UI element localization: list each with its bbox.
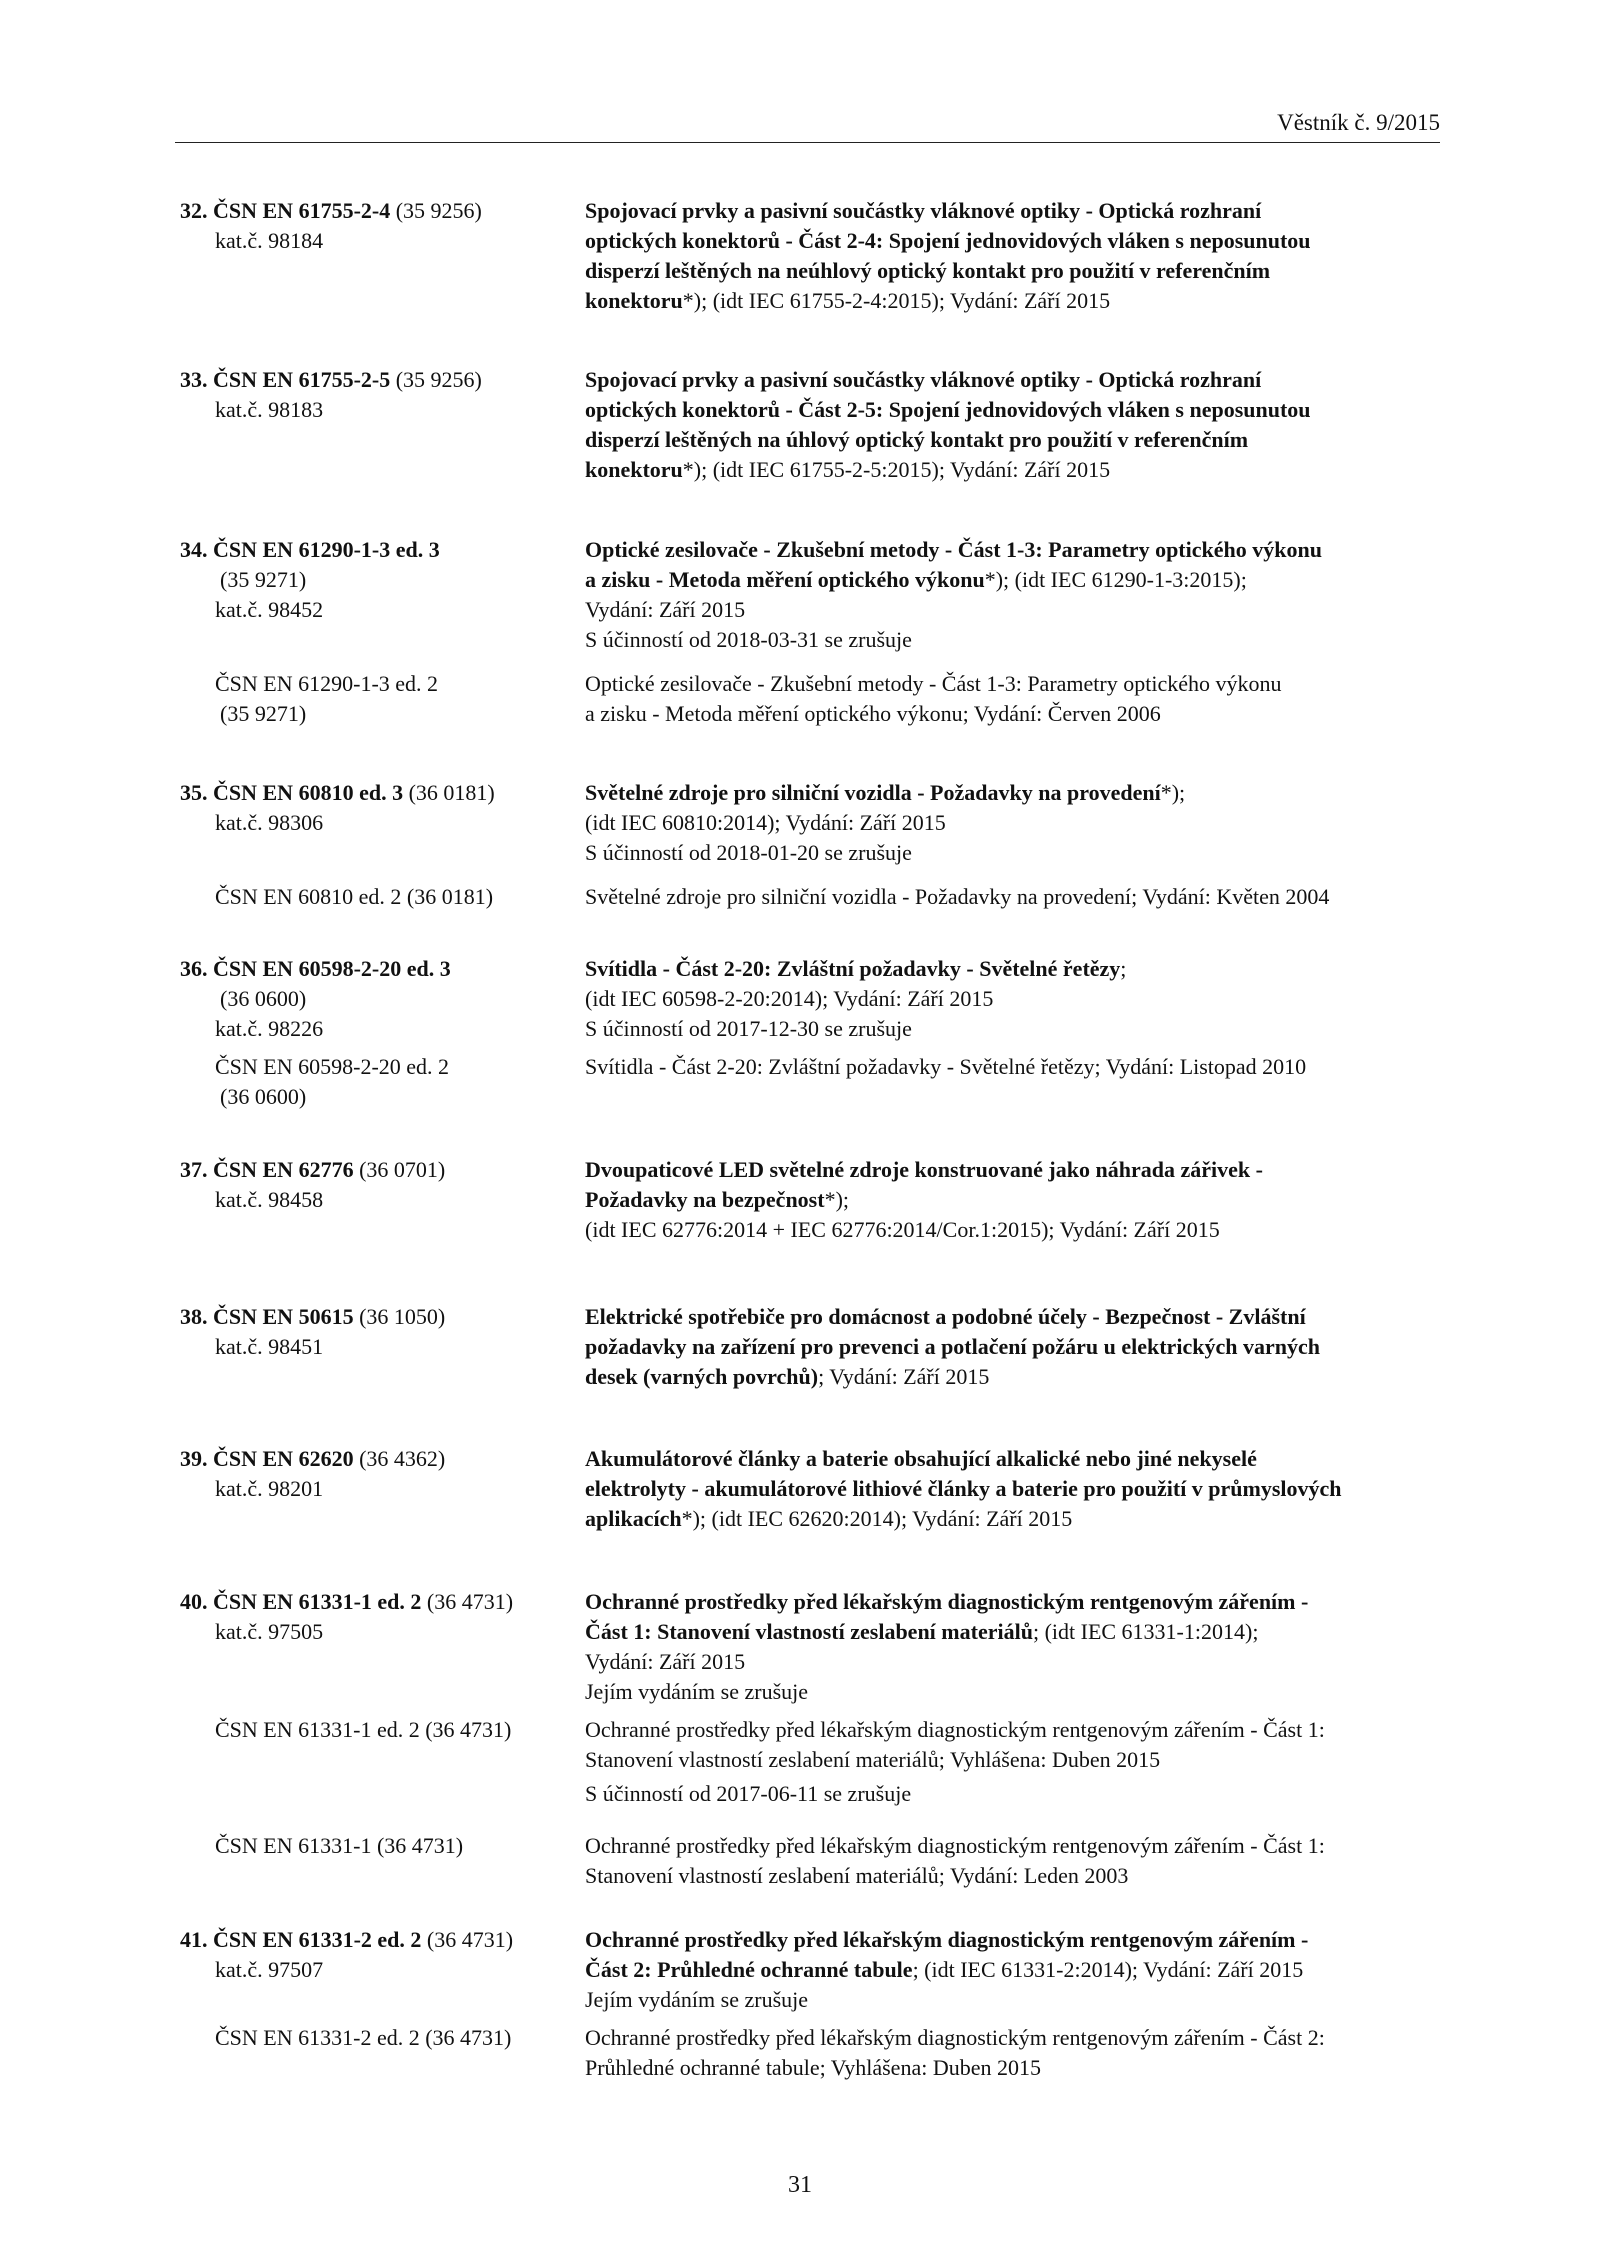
catalog-number: kat.č. 97507: [215, 1957, 324, 1982]
standard-entry: [180, 1925, 1440, 2083]
effect-note: S účinností od 2017-06-11 se zrušuje: [585, 1781, 912, 1806]
entry-number: 37.: [180, 1157, 208, 1182]
superseded-title: Ochranné prostředky před lékařským diagnostickým rentgenovým zářením - Část 1: Stanovení vlastností zeslabení materiálů; Vydání: Leden 2003: [585, 1833, 1325, 1888]
standard-code: ČSN EN 61755-2-4: [213, 198, 391, 223]
standard-entry: [180, 1587, 1440, 1891]
superseded-title: Světelné zdroje pro silniční vozidla - Požadavky na provedení; Vydání: Květen 2004: [585, 884, 1330, 909]
superseded-code: ČSN EN 61290-1-3 ed. 2: [215, 671, 439, 696]
superseded-classification: (35 9271): [220, 701, 307, 726]
entry-number: 39.: [180, 1446, 208, 1471]
classification-code: (36 0181): [408, 780, 495, 805]
standard-entry: [180, 535, 1440, 729]
standard-code: ČSN EN 61331-2 ed. 2: [213, 1927, 422, 1952]
entry-number: 32.: [180, 198, 208, 223]
standard-title: Optické zesilovače - Zkušební metody - Část 1-3: Parametry optického výkonu a zisku - Metoda měření optického výkonu*); (idt IEC 61290-1-3:2015); Vydání: Září 2015 S účinností od 2018-03-31 se zrušuje: [585, 535, 1440, 655]
standard-title: Dvoupaticové LED světelné zdroje konstruované jako náhrada zářivek - Požadavky na bezpečnost*); (idt IEC 62776:2014 + IEC 62776:2014/Cor.1:2015); Vydání: Září 2015: [585, 1157, 1263, 1242]
superseded-code: ČSN EN 60810 ed. 2 (36 0181): [215, 884, 494, 909]
superseded-code: ČSN EN 61331-1 ed. 2 (36 4731): [215, 1717, 512, 1742]
entry-number: 34.: [180, 537, 208, 562]
entry-number: 35.: [180, 780, 208, 805]
catalog-number: kat.č. 98458: [215, 1187, 324, 1212]
standard-entry: [180, 1302, 1440, 1392]
page-header: [175, 108, 1440, 143]
superseded-classification: (36 0600): [220, 1084, 307, 1109]
superseded-code: ČSN EN 60598-2-20 ed. 2: [215, 1054, 450, 1079]
entry-number: 40.: [180, 1589, 208, 1614]
standard-code: ČSN EN 61755-2-5: [213, 367, 391, 392]
standard-title: Ochranné prostředky před lékařským diagnostickým rentgenovým zářením - Část 1: Stanovení vlastností zeslabení materiálů; (idt IEC 61331-1:2014); Vydání: Září 2015 Jejím vydáním se zrušuje: [585, 1587, 1440, 1707]
standard-code: ČSN EN 50615: [213, 1304, 354, 1329]
superseded-code: ČSN EN 61331-1 (36 4731): [215, 1833, 464, 1858]
standard-title: Spojovací prvky a pasivní součástky vláknové optiky - Optická rozhraní optických konektorů - Část 2-4: Spojení jednovidových vláken s neposunutou disperzí leštěných na neúhlový optický kontakt pro použití v referenčním konektoru*); (idt IEC 61755-2-4:2015); Vydání: Září 2015: [585, 198, 1311, 313]
superseded-title: Svítidla - Část 2-20: Zvláštní požadavky - Světelné řetězy; Vydání: Listopad 2010: [585, 1054, 1307, 1079]
catalog-number: kat.č. 98184: [215, 228, 324, 253]
standard-code: ČSN EN 61290-1-3 ed. 3: [213, 537, 440, 562]
classification-code: (35 9256): [395, 198, 482, 223]
issue-date: Vydání: Září 2015: [585, 597, 746, 622]
standard-title: Akumulátorové články a baterie obsahující alkalické nebo jiné nekyselé elektrolyty - akumulátorové lithiové články a baterie pro použití v průmyslových aplikacích*); (idt IEC 62620:2014); Vydání: Září 2015: [585, 1446, 1342, 1531]
entry-number: 33.: [180, 367, 208, 392]
standard-title: Elektrické spotřebiče pro domácnost a podobné účely - Bezpečnost - Zvláštní požadavky na zařízení pro prevenci a potlačení požáru u elektrických varných desek (varných povrchů); Vydání: Září 2015: [585, 1304, 1320, 1389]
page-footer: [0, 2170, 1600, 2200]
standard-entry: [180, 1155, 1440, 1245]
catalog-number: kat.č. 98306: [215, 810, 324, 835]
standard-entry: [180, 1444, 1440, 1534]
catalog-number: kat.č. 98226: [215, 1016, 324, 1041]
effect-note: S účinností od 2017-12-30 se zrušuje: [585, 1016, 912, 1041]
classification-code: (36 0701): [359, 1157, 446, 1182]
standard-title: Ochranné prostředky před lékařským diagnostickým rentgenovým zářením - Část 2: Průhledné ochranné tabule; (idt IEC 61331-2:2014); Vydání: Září 2015 Jejím vydáním se zrušuje: [585, 1925, 1440, 2015]
classification-code: (36 4362): [359, 1446, 446, 1471]
effect-note: S účinností od 2018-01-20 se zrušuje: [585, 840, 912, 865]
catalog-number: kat.č. 97505: [215, 1619, 324, 1644]
catalog-number: kat.č. 98183: [215, 397, 324, 422]
effect-note: S účinností od 2018-03-31 se zrušuje: [585, 627, 912, 652]
standard-title: Svítidla - Část 2-20: Zvláštní požadavky - Světelné řetězy; (idt IEC 60598-2-20:2014); Vydání: Září 2015 S účinností od 2017-12-30 se zrušuje: [585, 954, 1440, 1044]
page-number: 31: [788, 2172, 812, 2198]
standard-code: ČSN EN 61331-1 ed. 2: [213, 1589, 422, 1614]
classification-code: (36 4731): [426, 1589, 514, 1614]
entry-number: 38.: [180, 1304, 208, 1329]
standard-code: ČSN EN 62776: [213, 1157, 354, 1182]
standard-entry: [180, 778, 1440, 912]
classification-code: (36 0600): [220, 986, 307, 1011]
superseded-title: Ochranné prostředky před lékařským diagnostickým rentgenovým zářením - Část 1: Stanovení vlastností zeslabení materiálů; Vyhlášena: Duben 2015 S účinností od 2017-06-11 se zrušuje: [585, 1715, 1440, 1809]
catalog-number: kat.č. 98201: [215, 1476, 324, 1501]
standard-code: ČSN EN 60810 ed. 3: [213, 780, 404, 805]
entry-number: 41.: [180, 1927, 208, 1952]
classification-code: (36 1050): [359, 1304, 446, 1329]
standard-code: ČSN EN 62620: [213, 1446, 354, 1471]
standard-title: Světelné zdroje pro silniční vozidla - Požadavky na provedení*); (idt IEC 60810:2014); Vydání: Září 2015 S účinností od 2018-01-20 se zrušuje: [585, 778, 1440, 868]
standard-entry: [180, 954, 1440, 1112]
standard-entry: [180, 196, 1440, 316]
bulletin-title: Věstník č. 9/2015: [1277, 110, 1440, 135]
catalog-number: kat.č. 98452: [215, 597, 324, 622]
classification-code: (36 4731): [426, 1927, 514, 1952]
superseded-title: Optické zesilovače - Zkušební metody - Část 1-3: Parametry optického výkonu a zisku - Metoda měření optického výkonu; Vydání: Červen 2006: [585, 671, 1282, 726]
superseded-code: ČSN EN 61331-2 ed. 2 (36 4731): [215, 2025, 512, 2050]
effect-note: Jejím vydáním se zrušuje: [585, 1679, 809, 1704]
standard-entry: [180, 365, 1440, 485]
effect-note: Jejím vydáním se zrušuje: [585, 1987, 809, 2012]
entry-number: 36.: [180, 956, 208, 981]
classification-code: (35 9256): [395, 367, 482, 392]
standard-title: Spojovací prvky a pasivní součástky vláknové optiky - Optická rozhraní optických konektorů - Část 2-5: Spojení jednovidových vláken s neposunutou disperzí leštěných na úhlový optický kontakt pro použití v referenčním konektoru*); (idt IEC 61755-2-5:2015); Vydání: Září 2015: [585, 367, 1311, 482]
catalog-number: kat.č. 98451: [215, 1334, 324, 1359]
standard-code: ČSN EN 60598-2-20 ed. 3: [213, 956, 451, 981]
superseded-title: Ochranné prostředky před lékařským diagnostickým rentgenovým zářením - Část 2: Průhledné ochranné tabule; Vyhlášena: Duben 2015: [585, 2025, 1325, 2080]
classification-code: (35 9271): [220, 567, 307, 592]
issue-date: Vydání: Září 2015: [585, 1649, 746, 1674]
